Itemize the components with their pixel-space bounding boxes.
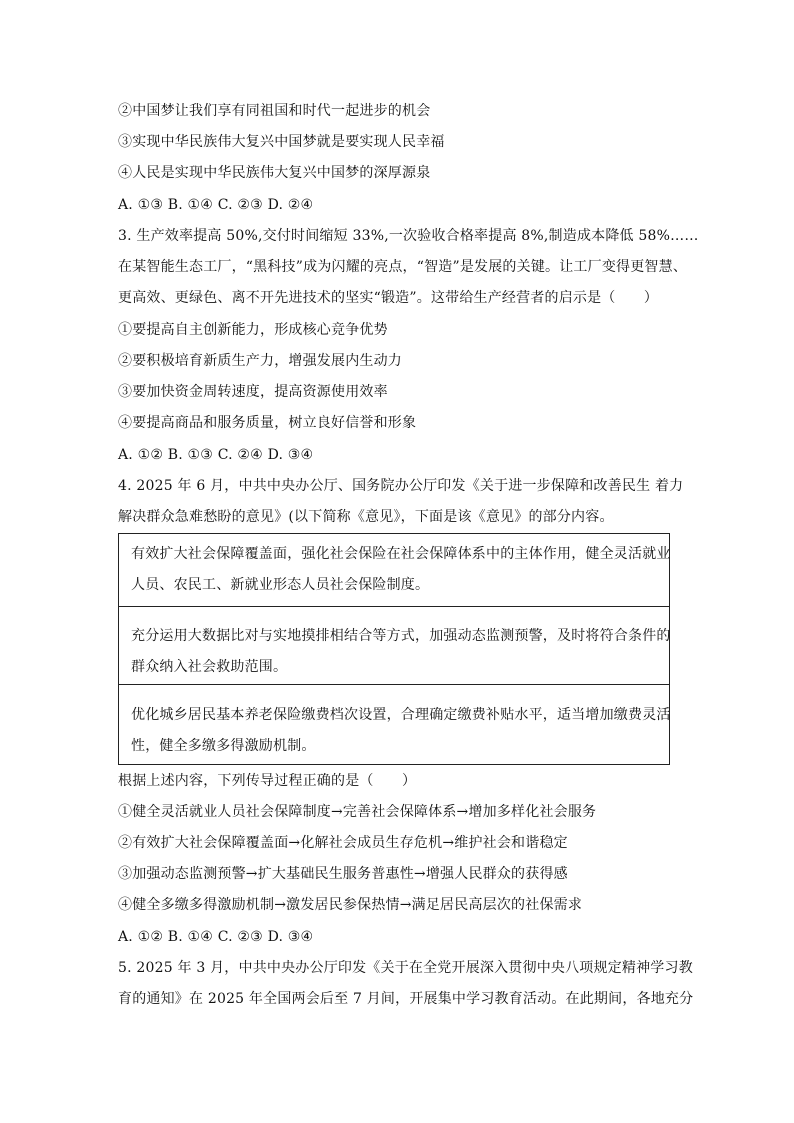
table-row-1-line-1: 有效扩大社会保障覆盖面，强化社会保险在社会保障体系中的主体作用，健全灵活就业 bbox=[131, 546, 671, 562]
q3-option-4: ④要提高商品和服务质量，树立良好信誉和形象 bbox=[118, 415, 417, 431]
policy-excerpt-table bbox=[118, 533, 670, 765]
q3-stem-line-3: 更高效、更绿色、离不开先进技术的坚实“锻造”。这带给生产经营者的启示是（ ） bbox=[118, 290, 659, 306]
q4-stem-line-2: 解决群众急难愁盼的意见》(以下简称《意见》，下面是该《意见》的部分内容。 bbox=[118, 509, 614, 525]
table-row-2-line-2: 群众纳入社会救助范围。 bbox=[131, 659, 288, 675]
q3-choices: A. ①② B. ①③ C. ②④ D. ③④ bbox=[118, 447, 314, 463]
q3-option-1: ①要提高自主创新能力，形成核心竞争优势 bbox=[118, 322, 388, 338]
table-row-3-line-2: 性，健全多缴多得激励机制。 bbox=[131, 738, 316, 754]
q4-stem-line-1: 4. 2025 年 6 月，中共中央办公厅、国务院办公厅印发《关于进一步保障和改善民生 着力 bbox=[118, 478, 684, 494]
q3-option-2: ②要积极培育新质生产力，增强发展内生动力 bbox=[118, 353, 402, 369]
table-row bbox=[119, 684, 669, 765]
table-row bbox=[119, 606, 669, 685]
table-row bbox=[119, 534, 669, 606]
q4-option-2: ②有效扩大社会保障覆盖面→化解社会成员生存危机→维护社会和谐稳定 bbox=[118, 835, 568, 851]
q3-option-3: ③要加快资金周转速度，提高资源使用效率 bbox=[118, 384, 388, 400]
q4-option-4: ④健全多缴多得激励机制→激发居民参保热情→满足居民高层次的社保需求 bbox=[118, 897, 583, 913]
q2-choices: A. ①③ B. ①④ C. ②③ D. ②④ bbox=[118, 197, 314, 213]
q4-option-1: ①健全灵活就业人员社会保障制度→完善社会保障体系→增加多样化社会服务 bbox=[118, 804, 597, 820]
q4-choices: A. ①② B. ①④ C. ②③ D. ③④ bbox=[118, 929, 314, 945]
q2-option-2: ②中国梦让我们享有同祖国和时代一起进步的机会 bbox=[118, 103, 431, 119]
q2-option-4: ④人民是实现中华民族伟大复兴中国梦的深厚源泉 bbox=[118, 165, 431, 181]
table-row-2-line-1: 充分运用大数据比对与实地摸排相结合等方式，加强动态监测预警，及时将符合条件的 bbox=[131, 628, 671, 644]
q3-stem-line-1: 3. 生产效率提高 50%,交付时间缩短 33%,一次验收合格率提高 8%,制造成本降低 58%…… bbox=[118, 228, 699, 244]
table-row-1-line-2: 人员、农民工、新就业形态人员社会保险制度。 bbox=[131, 577, 430, 593]
q4-question: 根据上述内容，下列传导过程正确的是（ ） bbox=[118, 773, 417, 789]
q2-option-3: ③实现中华民族伟大复兴中国梦就是要实现人民幸福 bbox=[118, 134, 445, 150]
q4-option-3: ③加强动态监测预警→扩大基础民生服务普惠性→增强人民群众的获得感 bbox=[118, 866, 568, 882]
q5-stem-line-1: 5. 2025 年 3 月，中共中央办公厅印发《关于在全党开展深入贯彻中央八项规定精神学习教 bbox=[118, 960, 693, 976]
q5-stem-line-2: 育的通知》在 2025 年全国两会后至 7 月间，开展集中学习教育活动。在此期间，各地充分 bbox=[118, 991, 694, 1007]
table-row-3-line-1: 优化城乡居民基本养老保险缴费档次设置，合理确定缴费补贴水平，适当增加缴费灵活 bbox=[131, 707, 671, 723]
q3-stem-line-2: 在某智能生态工厂，“黑科技”成为闪耀的亮点，“智造”是发展的关键。让工厂变得更智慧、 bbox=[118, 259, 688, 275]
